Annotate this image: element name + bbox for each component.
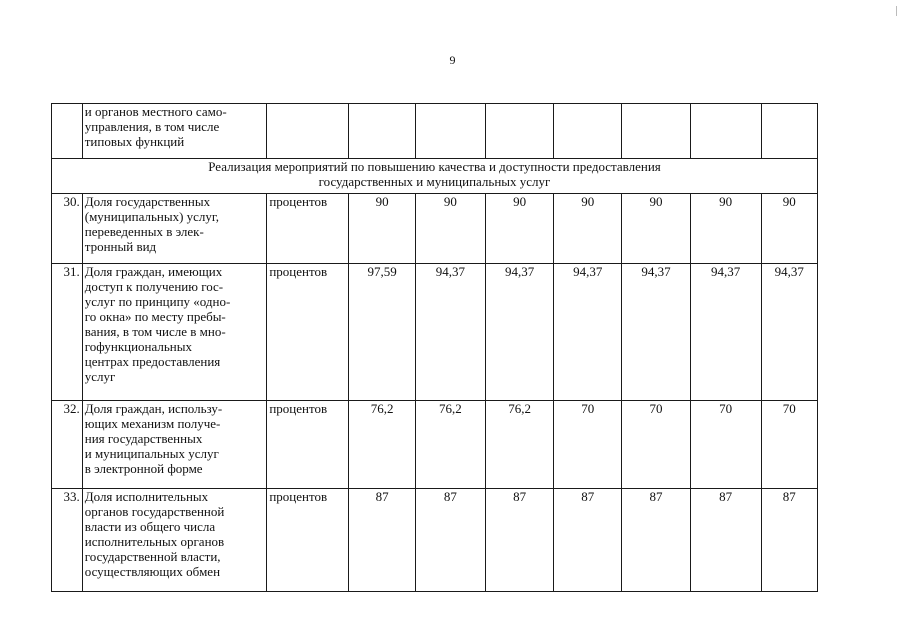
value-cell: 94,37 xyxy=(554,264,622,401)
value-cell xyxy=(690,104,761,159)
value-cell: 90 xyxy=(416,194,486,264)
unit-cell: процентов xyxy=(267,401,349,489)
row-number: 30. xyxy=(52,194,83,264)
value-cell: 87 xyxy=(761,489,817,592)
unit-cell: процентов xyxy=(267,194,349,264)
value-cell xyxy=(622,104,691,159)
scan-edge-mark xyxy=(896,6,897,16)
value-cell: 76,2 xyxy=(485,401,554,489)
row-number: 31. xyxy=(52,264,83,401)
value-cell: 87 xyxy=(554,489,622,592)
value-cell xyxy=(349,104,416,159)
continuation-row xyxy=(52,104,818,159)
value-cell xyxy=(416,104,486,159)
table-row xyxy=(52,489,818,592)
indicators-table xyxy=(51,103,818,592)
table-row xyxy=(52,264,818,401)
value-cell xyxy=(761,104,817,159)
value-cell: 90 xyxy=(485,194,554,264)
value-cell: 87 xyxy=(416,489,486,592)
table-row xyxy=(52,401,818,489)
value-cell xyxy=(485,104,554,159)
value-cell: 94,37 xyxy=(416,264,486,401)
value-cell: 94,37 xyxy=(485,264,554,401)
value-cell: 70 xyxy=(761,401,817,489)
indicator-name: Доля государственных (муниципальных) услуг, переведенных в элек- тронный вид xyxy=(82,194,267,264)
value-cell: 70 xyxy=(690,401,761,489)
value-cell: 90 xyxy=(761,194,817,264)
indicator-name: Доля граждан, имеющих доступ к получению гос- услуг по принципу «одно- го окна» по месту пребы- вания, в том числе в мно- гофункциональных центрах предоставления услуг xyxy=(82,264,267,401)
page-number: 9 xyxy=(449,53,456,67)
value-cell xyxy=(554,104,622,159)
unit-cell: процентов xyxy=(267,489,349,592)
row-number-cell xyxy=(52,104,83,159)
value-cell: 87 xyxy=(485,489,554,592)
value-cell: 90 xyxy=(690,194,761,264)
value-cell: 90 xyxy=(622,194,691,264)
value-cell: 94,37 xyxy=(690,264,761,401)
unit-cell xyxy=(267,104,349,159)
section-title: Реализация мероприятий по повышению качества и доступности предоставления государственных и муниципальных услуг xyxy=(52,159,818,194)
table-row xyxy=(52,194,818,264)
row-number: 33. xyxy=(52,489,83,592)
value-cell: 70 xyxy=(622,401,691,489)
value-cell: 76,2 xyxy=(349,401,416,489)
indicator-name: и органов местного само- управления, в том числе типовых функций xyxy=(82,104,267,159)
unit-cell: процентов xyxy=(267,264,349,401)
value-cell: 90 xyxy=(554,194,622,264)
value-cell: 70 xyxy=(554,401,622,489)
value-cell: 90 xyxy=(349,194,416,264)
value-cell: 76,2 xyxy=(416,401,486,489)
value-cell: 87 xyxy=(349,489,416,592)
row-number: 32. xyxy=(52,401,83,489)
value-cell: 94,37 xyxy=(761,264,817,401)
value-cell: 97,59 xyxy=(349,264,416,401)
indicator-name: Доля граждан, использу- ющих механизм получе- ния государственных и муниципальных услуг в электронной форме xyxy=(82,401,267,489)
indicator-name: Доля исполнительных органов государственной власти из общего числа исполнительных органов государственной власти, осуществляющих обмен xyxy=(82,489,267,592)
value-cell: 94,37 xyxy=(622,264,691,401)
value-cell: 87 xyxy=(622,489,691,592)
section-header-row xyxy=(52,159,818,194)
value-cell: 87 xyxy=(690,489,761,592)
